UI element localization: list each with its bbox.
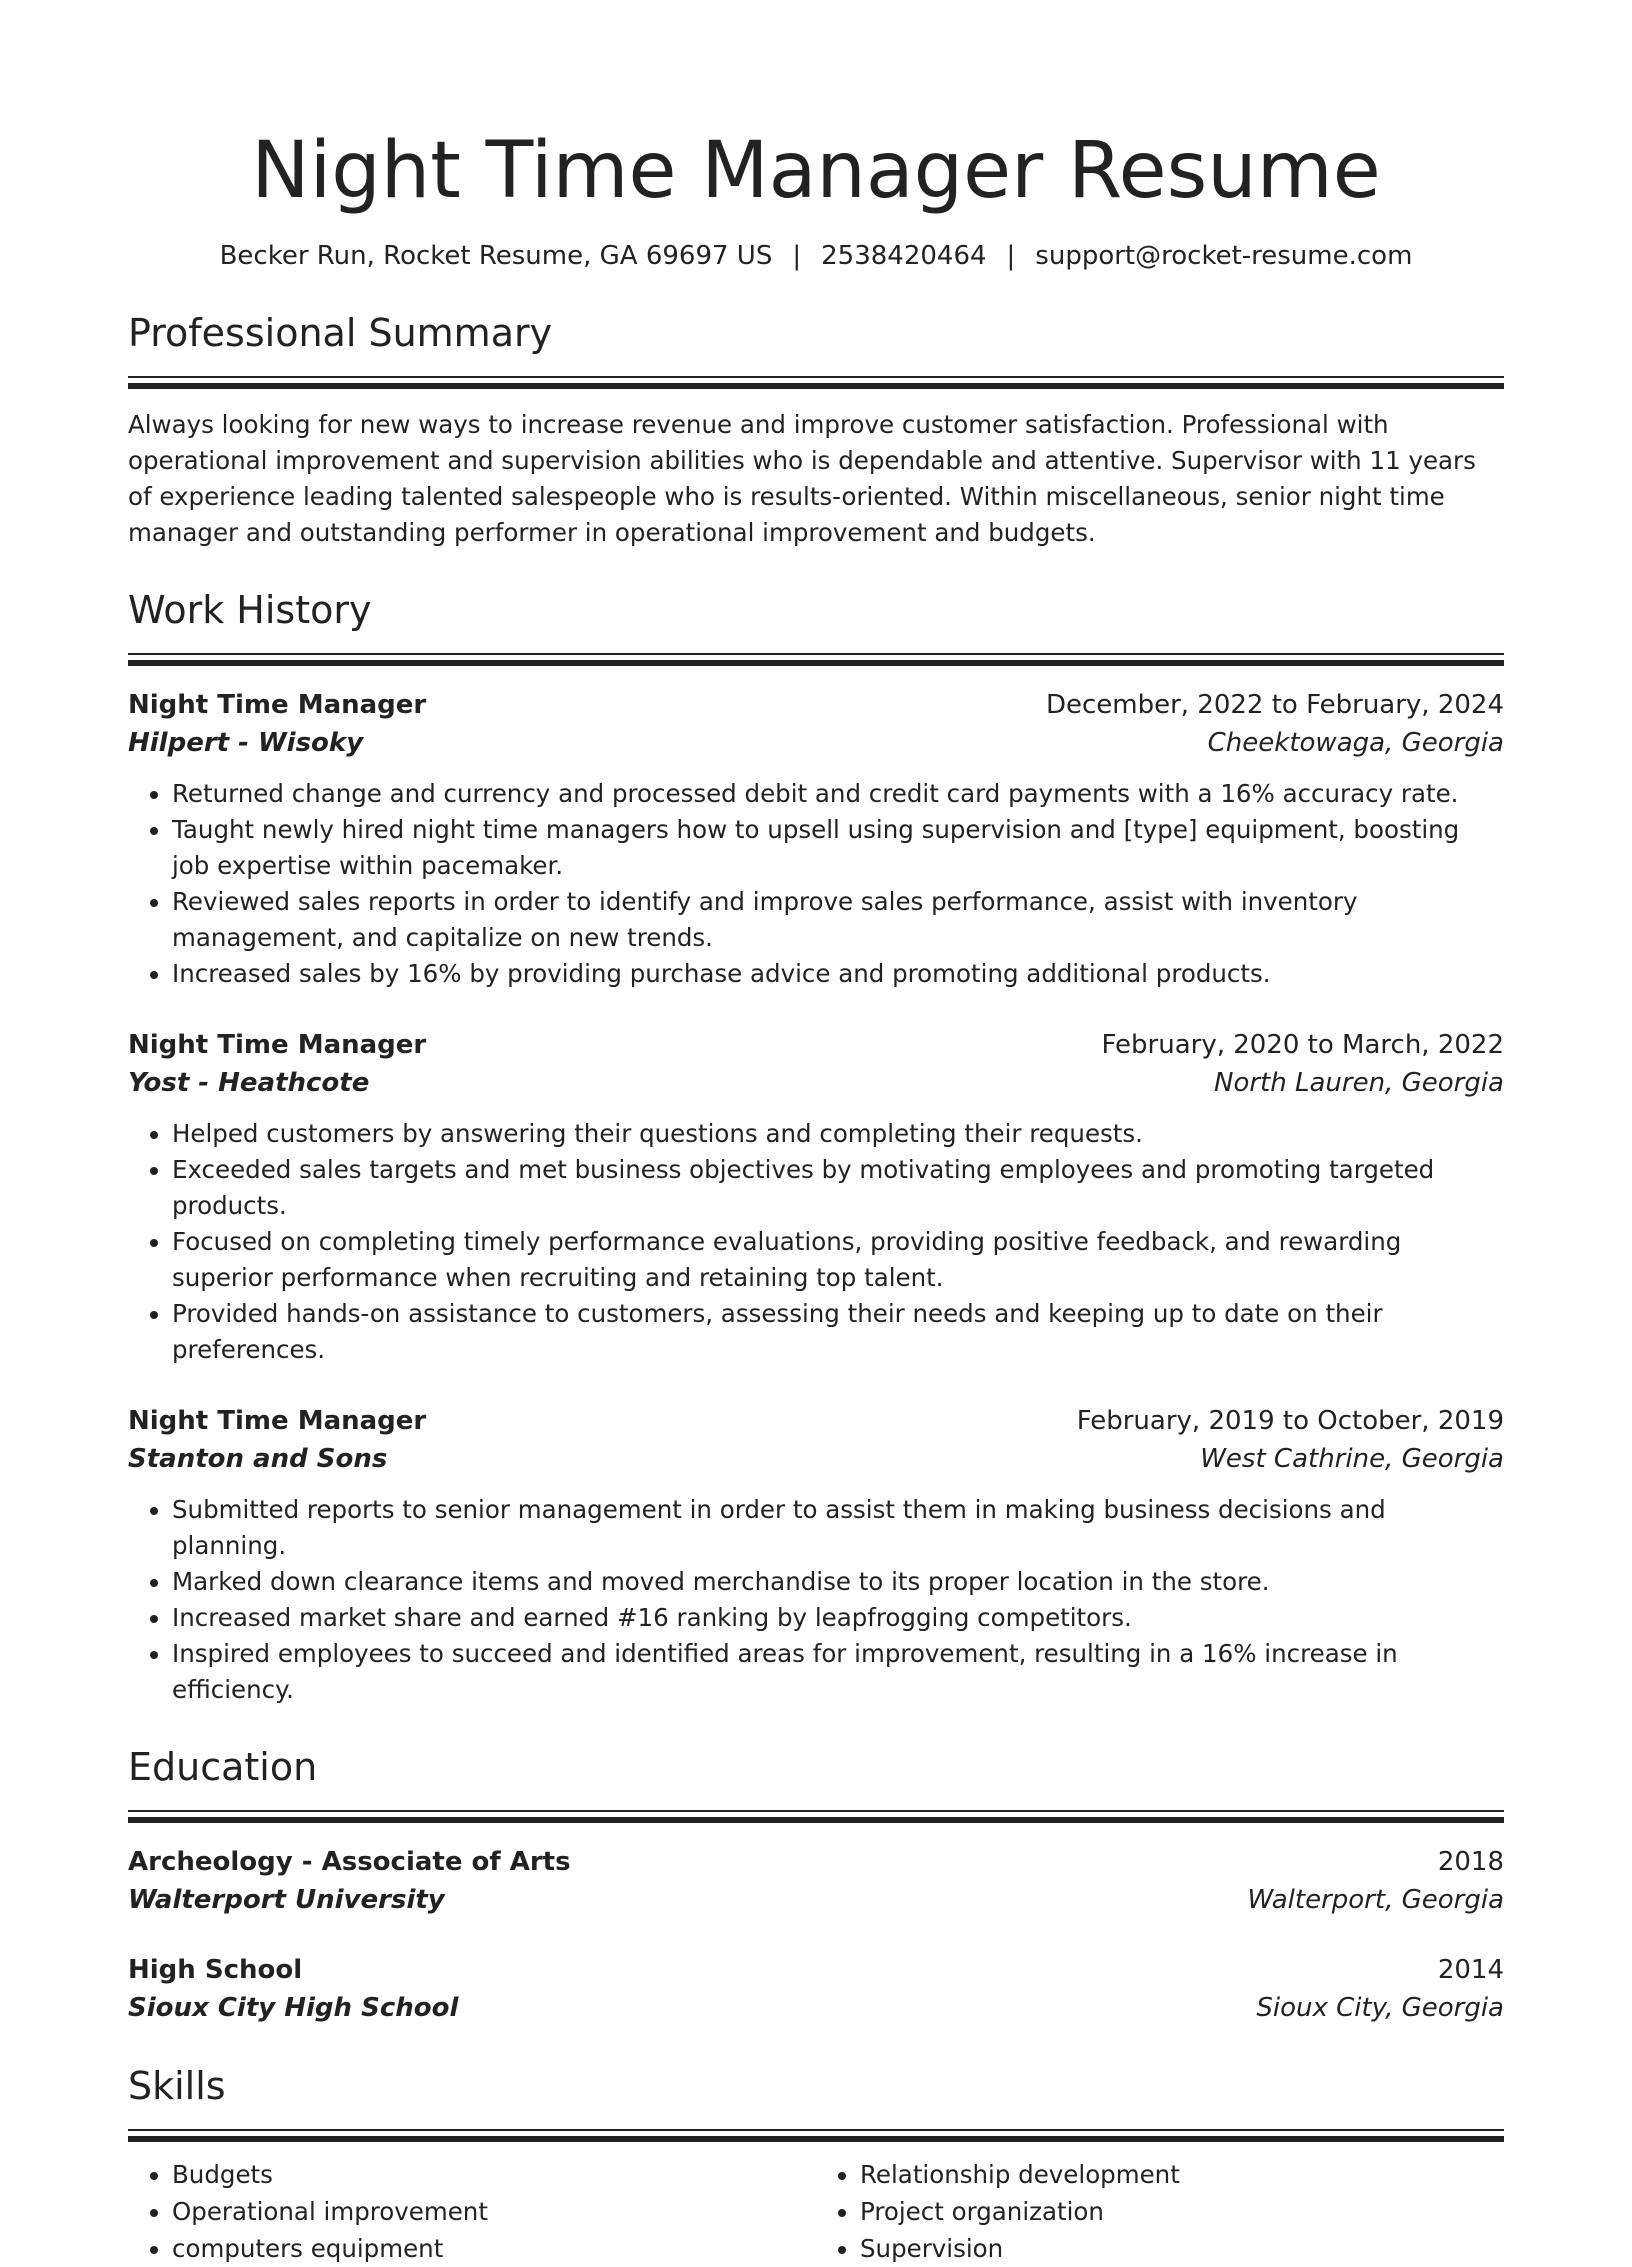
- skill-item: • Supervision: [860, 2230, 1504, 2267]
- section-divider: [128, 376, 1504, 389]
- job-title: Night Time Manager: [128, 690, 427, 720]
- contact-separator: |: [792, 241, 802, 271]
- list-item: • Focused on completing timely performance evaluations, providing positive feedback, and rewarding superior performance when recruiting and retaining top talent.: [172, 1224, 1504, 1296]
- skill-item: • computers equipment: [172, 2230, 816, 2267]
- education-location: Sioux City, Georgia: [1256, 1993, 1504, 2023]
- skill-item: • Budgets: [172, 2156, 816, 2193]
- education-entry: [128, 1843, 1504, 1919]
- job-location: North Lauren, Georgia: [1214, 1068, 1504, 1098]
- job-entry: [128, 686, 1504, 992]
- contact-email: support@rocket-resume.com: [1035, 241, 1413, 271]
- skills-column-right: [816, 2156, 1504, 2267]
- job-bullets: [128, 1492, 1504, 1708]
- contact-phone: 2538420464: [821, 241, 987, 271]
- education-degree: Archeology - Associate of Arts: [128, 1847, 571, 1877]
- section-title-work-history: Work History: [128, 588, 372, 632]
- skill-item: • Operational improvement: [172, 2193, 816, 2230]
- skills-list: [128, 2156, 1504, 2267]
- list-item: • Increased sales by 16% by providing purchase advice and promoting additional products.: [172, 956, 1504, 992]
- list-item: • Exceeded sales targets and met business objectives by motivating employees and promoting targeted products.: [172, 1152, 1504, 1224]
- job-location: West Cathrine, Georgia: [1200, 1444, 1504, 1474]
- education-school: Walterport University: [128, 1885, 445, 1915]
- skills-column-left: [128, 2156, 816, 2267]
- education-year: 2014: [1437, 1955, 1504, 1985]
- work-history-section: [128, 585, 1504, 1708]
- section-title-summary: Professional Summary: [128, 311, 553, 355]
- education-location: Walterport, Georgia: [1247, 1885, 1504, 1915]
- education-school: Sioux City High School: [128, 1993, 459, 2023]
- job-entry: [128, 1026, 1504, 1368]
- list-item: • Marked down clearance items and moved merchandise to its proper location in the store.: [172, 1564, 1504, 1600]
- job-company: Stanton and Sons: [128, 1444, 388, 1474]
- section-divider: [128, 653, 1504, 666]
- list-item: • Inspired employees to succeed and identified areas for improvement, resulting in a 16% increase in efficiency.: [172, 1636, 1504, 1708]
- job-company: Yost - Heathcote: [128, 1068, 370, 1098]
- contact-line: [128, 238, 1504, 274]
- section-divider: [128, 2129, 1504, 2142]
- education-year: 2018: [1437, 1847, 1504, 1877]
- job-bullets: [128, 776, 1504, 992]
- job-dates: December, 2022 to February, 2024: [1045, 690, 1504, 720]
- job-title: Night Time Manager: [128, 1030, 427, 1060]
- resume-title: Night Time Manager Resume: [251, 126, 1381, 216]
- section-divider: [128, 1810, 1504, 1823]
- job-bullets: [128, 1116, 1504, 1368]
- list-item: • Submitted reports to senior management in order to assist them in making business decisions and planning.: [172, 1492, 1504, 1564]
- list-item: • Returned change and currency and processed debit and credit card payments with a 16% accuracy rate.: [172, 776, 1504, 812]
- job-title: Night Time Manager: [128, 1406, 427, 1436]
- job-entry: [128, 1402, 1504, 1708]
- job-location: Cheektowaga, Georgia: [1207, 728, 1504, 758]
- summary-section: [128, 308, 1504, 551]
- section-title-education: Education: [128, 1745, 318, 1789]
- skill-item: • Relationship development: [860, 2156, 1504, 2193]
- list-item: • Helped customers by answering their questions and completing their requests.: [172, 1116, 1504, 1152]
- list-item: • Provided hands-on assistance to customers, assessing their needs and keeping up to date on their preferences.: [172, 1296, 1504, 1368]
- summary-text: Always looking for new ways to increase revenue and improve customer satisfaction. Professional with operational improvement and supervision abilities who is dependable and attentive. Supervisor with 11 years of experience leading talented salespeople who is results-oriented. Within miscellaneous, senior night time manager and outstanding performer in operational improvement and budgets.: [128, 410, 1476, 547]
- education-entry: [128, 1951, 1504, 2027]
- skills-section: [128, 2061, 1504, 2267]
- section-title-skills: Skills: [128, 2064, 226, 2108]
- contact-separator: |: [1006, 241, 1016, 271]
- skill-item: • Project organization: [860, 2193, 1504, 2230]
- job-dates: February, 2019 to October, 2019: [1076, 1406, 1504, 1436]
- job-company: Hilpert - Wisoky: [128, 728, 364, 758]
- education-degree: High School: [128, 1955, 303, 1985]
- list-item: • Taught newly hired night time managers how to upsell using supervision and [type] equipment, boosting job expertise within pacemaker.: [172, 812, 1504, 884]
- job-dates: February, 2020 to March, 2022: [1101, 1030, 1504, 1060]
- list-item: • Increased market share and earned #16 ranking by leapfrogging competitors.: [172, 1600, 1504, 1636]
- list-item: • Reviewed sales reports in order to identify and improve sales performance, assist with inventory management, and capitalize on new trends.: [172, 884, 1504, 956]
- education-section: [128, 1742, 1504, 2027]
- contact-address: Becker Run, Rocket Resume, GA 69697 US: [219, 241, 773, 271]
